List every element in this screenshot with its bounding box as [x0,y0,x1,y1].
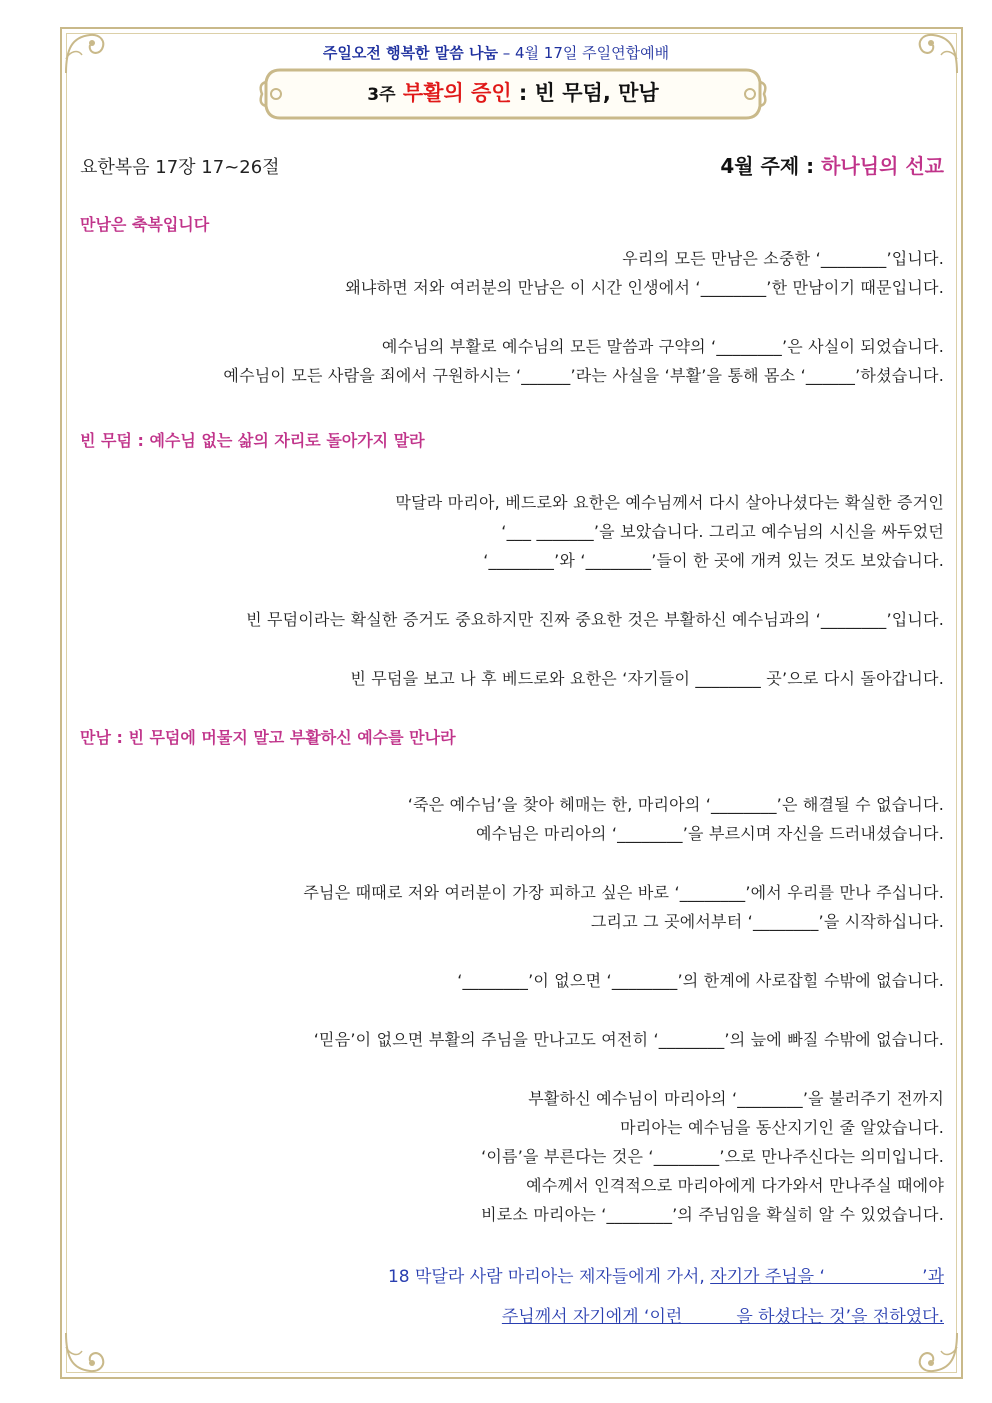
body-line: 그리고 그 곳에서부터 ‘________’을 시작하십니다. [590,912,944,931]
section-heading: 빈 무덤 : 예수님 없는 삶의 자리로 돌아가지 말라 [80,431,425,450]
scripture-reference: 요한복음 17장 17~26절 [80,157,280,178]
series-title: 주일오전 행복한 말씀 나눔 [322,44,498,62]
verse-line-2 [502,1302,944,1327]
body-line: 빈 무덤이라는 확실한 증거도 중요하지만 진짜 중요한 것은 부활하신 예수님과의 ‘________’입니다. [246,610,944,629]
body-line: 우리의 모든 만남은 소중한 ‘________’입니다. [622,249,944,268]
title-highlight: 부활의 증인 [402,81,512,105]
title-colon: : [511,81,535,105]
body-line: ‘________’와 ‘________’들이 한 곳에 개켜 있는 것도 보았습니다. [483,551,944,570]
body-line: 예수님은 마리아의 ‘________’을 부르시며 자신을 드러내셨습니다. [476,824,944,843]
sermon-title [258,76,768,112]
body-line: ‘죽은 예수님’을 찾아 헤매는 한, 마리아의 ‘________’은 해결될 수 없습니다. [407,795,944,814]
body-line: ‘믿음’이 없으면 부활의 주님을 만나고도 여전히 ‘________’의 늪에 빠질 수밖에 없습니다. [313,1030,944,1049]
verse-line-1 [388,1262,944,1287]
series-header [0,42,992,63]
body-line: ‘이름’을 부른다는 것은 ‘________’으로 만나주신다는 의미입니다. [481,1147,944,1166]
theme-label: 4월 주제 : [720,154,822,178]
body-line: 예수님의 부활로 예수님의 모든 말씀과 구약의 ‘________’은 사실이 되었습니다. [381,337,944,356]
corner-ornament-bottom-right-icon [913,1329,961,1377]
body-line: 빈 무덤을 보고 나 후 베드로와 요한은 ‘자기들이 ________ 곳’으로 다시 돌아갑니다. [350,669,944,688]
title-rest: 빈 무덤, 만남 [534,81,659,105]
monthly-theme [720,150,944,179]
series-separator: – [497,44,515,62]
theme-value: 하나님의 선교 [821,154,944,178]
section-heading: 만남 : 빈 무덤에 머물지 말고 부활하신 예수를 만나라 [80,728,456,747]
body-line: 부활하신 예수님이 마리아의 ‘________’을 불러주기 전까지 [528,1089,944,1108]
verse-plain: 18 막달라 사람 마리아는 제자들에게 가서, [387,1267,711,1287]
body-line: 주님은 때때로 저와 여러분이 가장 피하고 싶은 바로 ‘________’에서 우리를 만나 주십니다. [303,883,944,902]
body-line: 비로소 마리아는 ‘________’의 주님임을 확실히 알 수 있었습니다. [481,1205,944,1224]
week-label: 3주 [367,85,396,105]
service-info: 4월 17일 주일연합예배 [515,44,670,62]
verse-underlined: 자기가 주님을 ‘ ’과 [710,1267,944,1287]
body-line: ‘________’이 없으면 ‘________’의 한계에 사로잡힐 수밖에 없습니다. [457,971,944,990]
body-line: ‘___ _______’을 보았습니다. 그리고 예수님의 시신을 싸두었던 [501,522,944,541]
body-line: 예수께서 인격적으로 마리아에게 다가와서 만나주실 때에야 [526,1176,944,1195]
section-heading: 만남은 축복입니다 [80,215,210,234]
body-line: 막달라 마리아, 베드로와 요한은 예수님께서 다시 살아나셨다는 확실한 증거인 [395,493,944,512]
corner-ornament-bottom-left-icon [62,1329,110,1377]
body-line: 마리아는 예수님을 동산지기인 줄 알았습니다. [620,1118,944,1137]
body-line: 왜냐하면 저와 여러분의 만남은 이 시간 인생에서 ‘________’한 만남이기 때문입니다. [345,278,944,297]
verse-underlined: 주님께서 자기에게 ‘이런 을 하셨다는 것’을 전하였다. [501,1307,944,1327]
body-line: 예수님이 모든 사람을 죄에서 구원하시는 ‘______’라는 사실을 ‘부활’을 통해 몸소 ‘______’하셨습니다. [223,366,944,385]
